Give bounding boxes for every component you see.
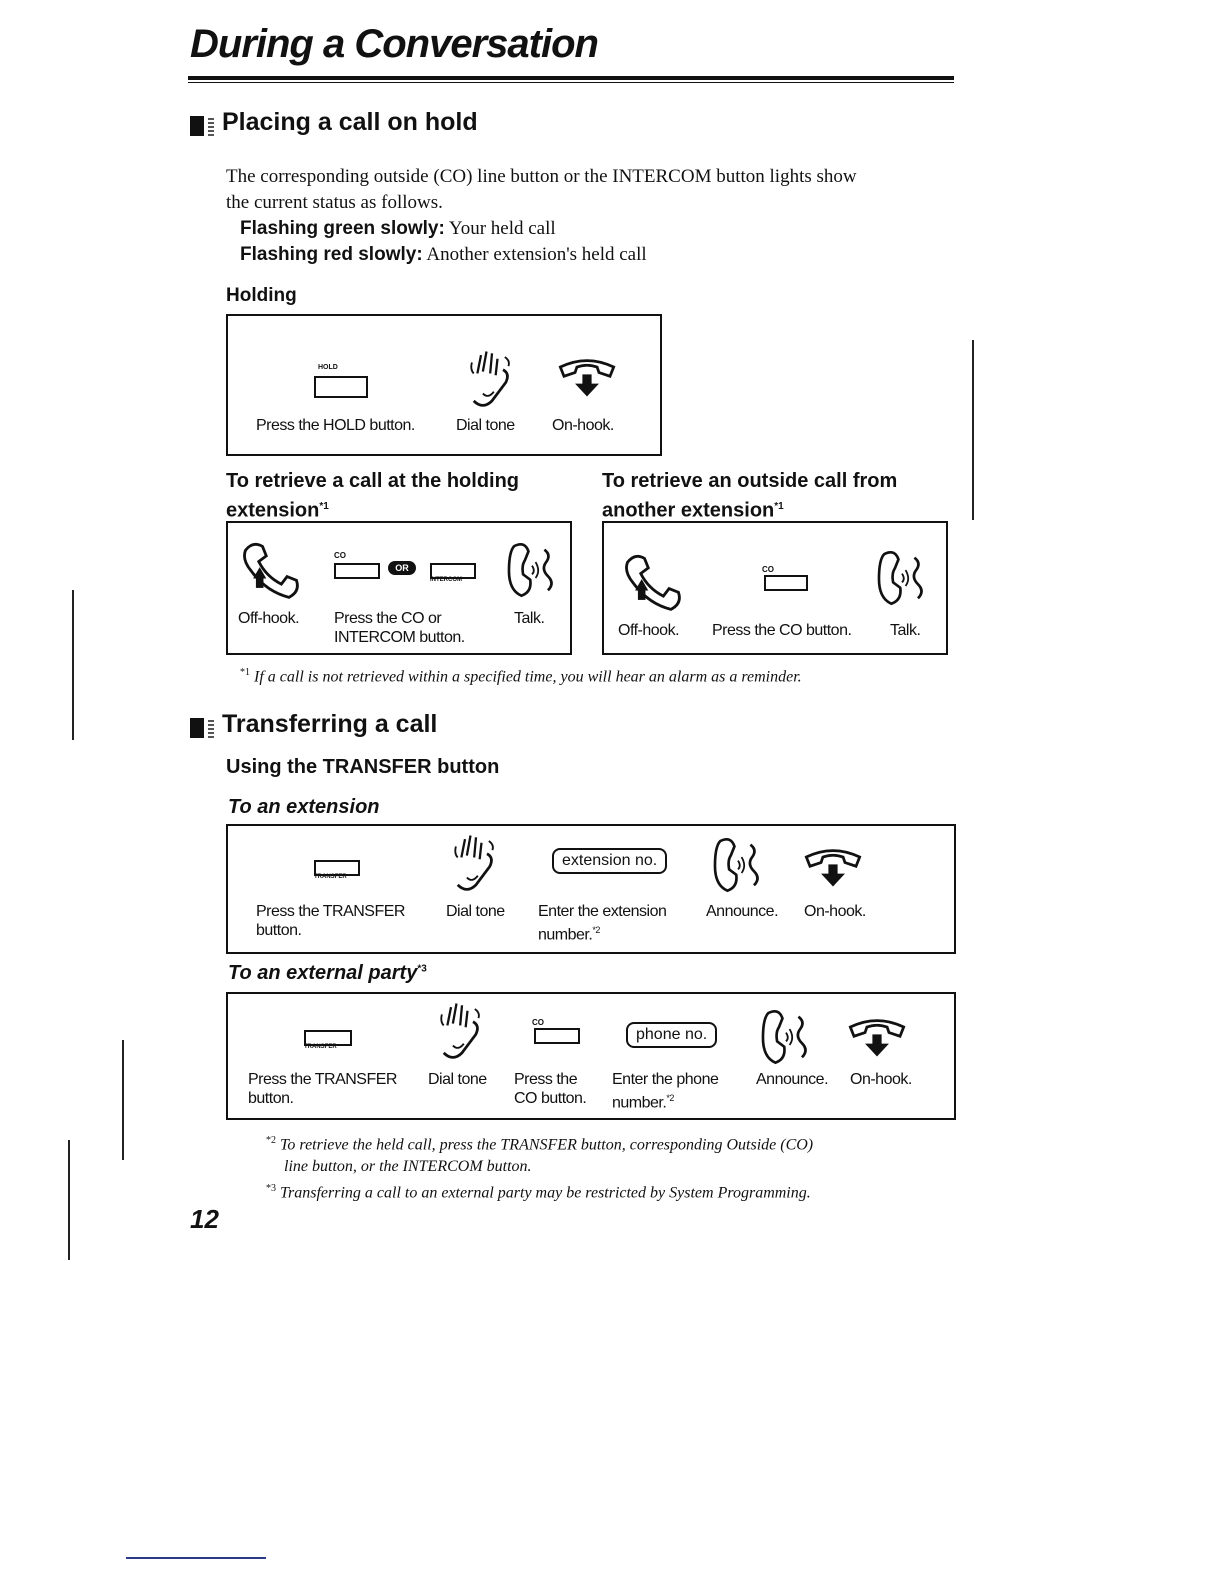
co-key-label: CO	[532, 1018, 544, 1027]
transfer-key-label: TRANSFER	[304, 1044, 337, 1050]
retrieve-outside-diagram	[602, 521, 948, 655]
title-rule-thin	[188, 82, 954, 83]
footnote-2: $^{*2}$ To retrieve the held call, press the TRANSFER button, corresponding Outside (CO) line button, or the INTERCOM button.	[266, 1135, 814, 1176]
retrieve-outside-step-2: Press the CO button.	[712, 622, 852, 639]
to-external-label: To an external party$^{*3}$	[228, 962, 427, 984]
transfer-ext-step-5: On-hook.	[804, 903, 866, 920]
retrieve-holding-diagram	[226, 521, 572, 655]
retrieve-outside-heading: To retrieve an outside call from another extension$^{*1}$	[602, 470, 898, 522]
hold-intro	[226, 164, 956, 268]
hold-intro-line1: The corresponding outside (CO) line button or the INTERCOM button lights show	[226, 166, 857, 187]
footnote-3: $^{*3}$ Transferring a call to an external party may be restricted by System Programming.	[266, 1183, 811, 1202]
transfer-extension-diagram	[226, 824, 956, 954]
to-extension-label: To an extension	[228, 796, 380, 818]
talk-icon	[874, 547, 930, 609]
off-hook-icon	[238, 537, 304, 603]
scan-artifact-line	[72, 590, 74, 740]
transfer-ext-party-step-4: Enter the phone number.$^{*2}$	[612, 1071, 719, 1112]
phone-number-pill: phone no.	[626, 1022, 717, 1048]
section-marker-stripe	[208, 116, 214, 136]
or-badge: OR	[388, 561, 416, 575]
retrieve-holding-step-3: Talk.	[514, 610, 545, 627]
intercom-key-label: INTERCOM	[430, 577, 462, 583]
extension-number-pill: extension no.	[552, 848, 667, 874]
talk-icon	[758, 1006, 814, 1068]
section-heading-transfer: Transferring a call	[190, 710, 437, 739]
transfer-ext-step-1: Press the TRANSFER button.	[256, 903, 405, 939]
retrieve-holding-step-2: Press the CO or INTERCOM button.	[334, 610, 465, 646]
retrieve-holding-step-1: Off-hook.	[238, 610, 300, 627]
status-green: Flashing green slowly: Your held call	[240, 218, 556, 239]
status-red: Flashing red slowly: Another extension's held call	[240, 244, 647, 265]
dial-tone-icon	[448, 830, 504, 894]
scan-artifact-line	[68, 1140, 70, 1260]
footnote-1: $^{*1}$ If a call is not retrieved within a specified time, you will hear an alarm as a reminder.	[240, 667, 802, 686]
off-hook-icon	[620, 549, 686, 615]
scan-artifact-line	[122, 1040, 124, 1160]
transfer-ext-step-2: Dial tone	[446, 903, 505, 920]
hold-key-label: HOLD	[318, 364, 338, 371]
dial-tone-icon	[464, 346, 520, 410]
transfer-external-diagram	[226, 992, 956, 1120]
section-marker-icon	[190, 718, 204, 738]
retrieve-outside-step-1: Off-hook.	[618, 622, 680, 639]
holding-diagram	[226, 314, 662, 456]
section-marker-icon	[190, 116, 204, 136]
hold-step-1: Press the HOLD button.	[256, 417, 415, 434]
hold-step-3: On-hook.	[552, 417, 614, 434]
hold-step-2: Dial tone	[456, 417, 515, 434]
co-button-icon	[764, 575, 808, 591]
transfer-ext-step-4: Announce.	[706, 903, 779, 920]
transfer-ext-party-step-2: Dial tone	[428, 1071, 487, 1088]
scan-artifact-line	[972, 340, 974, 520]
title-rule	[188, 76, 954, 80]
on-hook-icon	[554, 356, 620, 402]
talk-icon	[710, 834, 766, 896]
dial-tone-icon	[434, 998, 490, 1062]
transfer-key-label: TRANSFER	[314, 874, 347, 880]
talk-icon	[504, 539, 560, 601]
section-marker-stripe	[208, 718, 214, 738]
page-number: 12	[190, 1204, 219, 1234]
hold-button-icon	[314, 376, 368, 398]
scan-artifact-bar	[126, 1557, 266, 1559]
hold-intro-line2: the current status as follows.	[226, 192, 443, 213]
holding-label: Holding	[226, 285, 297, 306]
page-title: During a Conversation	[190, 22, 598, 66]
transfer-ext-party-step-6: On-hook.	[850, 1071, 912, 1088]
transfer-ext-party-step-5: Announce.	[756, 1071, 829, 1088]
transfer-ext-party-step-3: Press the CO button.	[514, 1071, 587, 1107]
co-key-label: CO	[762, 565, 774, 574]
on-hook-icon	[800, 846, 866, 892]
retrieve-outside-step-3: Talk.	[890, 622, 921, 639]
co-key-label: CO	[334, 551, 346, 560]
co-button-icon	[334, 563, 380, 579]
retrieve-holding-heading: To retrieve a call at the holding extension$^{*1}$	[226, 470, 520, 522]
co-button-icon	[534, 1028, 580, 1044]
on-hook-icon	[844, 1016, 910, 1062]
transfer-ext-party-step-1: Press the TRANSFER button.	[248, 1071, 397, 1107]
transfer-using-label: Using the TRANSFER button	[226, 756, 500, 778]
section-heading-hold: Placing a call on hold	[190, 108, 478, 137]
transfer-ext-step-3: Enter the extension number.$^{*2}$	[538, 903, 667, 944]
